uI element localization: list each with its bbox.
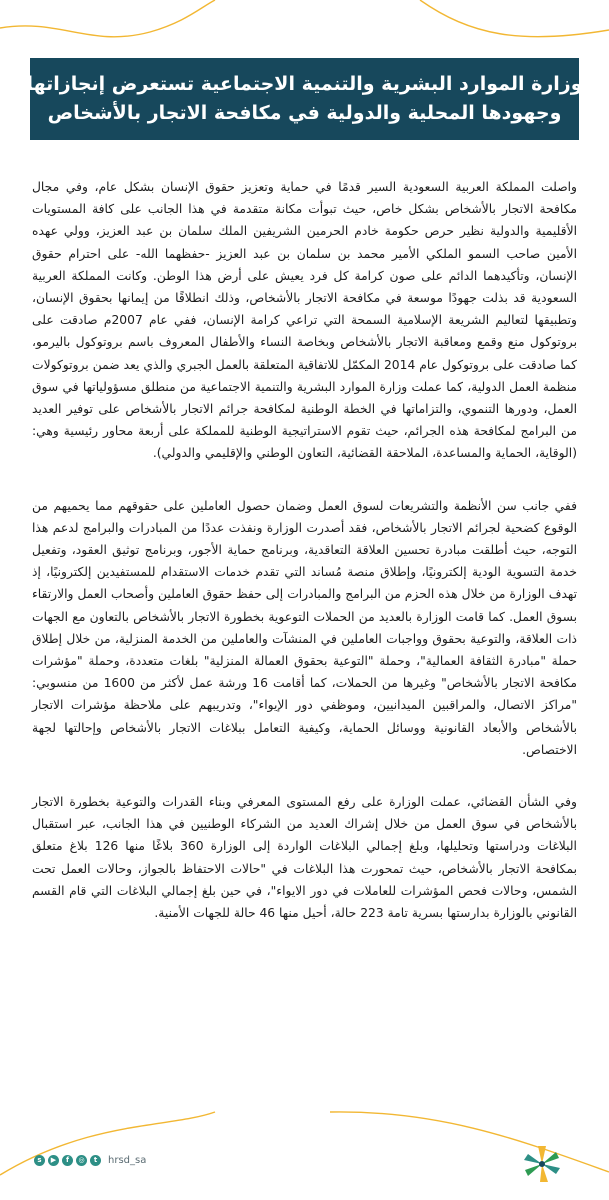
paragraph-1: واصلت المملكة العربية السعودية السير قدمًا في حماية وتعزيز حقوق الإنسان بشكل عام، وفي مجال مكافحة الاتجار بالأشخاص بشكل خاص، حيث تبوأت مكانة متقدمة في هذا الجانب على كافة المستويات الأقليمية والدولية نظير حرص حكومة خادم الحرمين الشريفين الملك سلمان بن عبد العزيز، وولي عهده الأمين صاحب السمو الملكي الأمير محمد بن سلمان بن عبد العزيز -حفظهما الله- على احترام حقوق الإنسان، وتأكيدهما الدائم على صون كرامة كل فرد يعيش على أرض هذا الوطن. وكانت المملكة العربية السعودية قد بذلت جهودًا موسعة في مكافحة الاتجار بالأشخاص، وذلك انطلاقًا من إيمانها بحقوق الإنسان، وتطبيقها لتعاليم الشريعة الإسلامية السمحة التي تراعي كرامة الإنسان، ففي عام 2007م صادقت على بروتوكول منع وقمع ومعاقبة الاتجار بالأشخاص وبخاصة النساء والأطفال المعروف باسم بروتوكول باليرمو، كما صادقت على بروتوكول عام 2014 المكمّل للاتفاقية المتعلقة بالعمل الجبري والذي يعد ضمن بروتوكولات منظمة العمل الدولية، كما عملت وزارة الموارد البشرية والتنمية الاجتماعية من منطلق مسؤولياتها في سوق العمل، ودورها التنموي، والتزاماتها في الخطة الوطنية لمكافحة جرائم الاتجار بالأشخاص على توفير العديد من البرامج لمكافحة هذه الجرائم، حيث تقوم الاستراتيجية الوطنية للمملكة على أربعة محاور رئيسية وهي: (الوقاية، الحماية والمساعدة، الملاحقة القضائية، التعاون الوطني والإقليمي والدولي).: [32, 180, 577, 461]
article-body: [32, 176, 577, 924]
top-right-gold-curve: [420, 0, 609, 37]
top-left-gold-curve: [0, 0, 215, 37]
social-handle[interactable]: hrsd_sa: [108, 1155, 147, 1166]
twitter-icon[interactable]: t: [90, 1155, 101, 1166]
ministry-logo: [517, 1142, 567, 1186]
headline-banner: [26, 58, 583, 140]
paragraph-3: وفي الشأن القضائي، عملت الوزارة على رفع المستوى المعرفي وبناء القدرات والتوعية بخطورة الاتجار بالأشخاص في سوق العمل من خلال إشراك العديد من الشركاء الوطنيين في هذا الجانب، عبر استقبال البلاغات ودراستها وتحليلها، وبلغ إجمالي البلاغات الواردة إلى الوزارة 360 بلاغًا منها 126 بلاغ متعلق بمكافحة الاتجار بالأشخاص، حيث تمحورت هذا البلاغات في "حالات الاحتفاظ بالجواز، وحالات العمل تحت الشمس، وحالات فحص المؤشرات للعاملات في دور الايواء"، في حين بلغ إجمالي البلاغات التي قام القسم القانوني بالوزارة بدارستها بسرية تامة 223 حالة، أحيل منها 46 حالة للجهات الأمنية.: [32, 795, 577, 921]
facebook-icon[interactable]: f: [62, 1155, 73, 1166]
snapchat-icon[interactable]: s: [34, 1155, 45, 1166]
headline-line-1: وزارة الموارد البشرية والتنمية الاجتماعية تستعرض إنجازاتها: [26, 73, 583, 95]
youtube-icon[interactable]: ▶: [48, 1155, 59, 1166]
headline-line-2: وجهودها المحلية والدولية في مكافحة الاتجار بالأشخاص: [47, 102, 562, 124]
instagram-icon[interactable]: ◎: [76, 1155, 87, 1166]
footer: [0, 1140, 609, 1200]
paragraph-2: ففي جانب سن الأنظمة والتشريعات لسوق العمل وضمان حصول العاملين على حقوقهم مما يحميهم من الوقوع كضحية لجرائم الاتجار بالأشخاص، فقد أصدرت الوزارة ونفذت عددًا من المبادرات والبرامج لدعم هذا التوجه، حيث أطلقت مبادرة تحسين العلاقة التعاقدية، وبرنامج حماية الأجور، وبرنامج توثيق العقود، وتفعيل خدمة التسوية الودية إلكترونيًا، وإطلاق منصة مُساند التي تقدم خدمات الاستقدام للمستفيدين إلكترونيًا، إذ تهدف الوزارة من خلال هذه الحزم من البرامج والمبادرات إلى حفظ حقوق العاملين وأصحاب العمل والارتقاء بسوق العمل. كما قامت الوزارة بالعديد من الحملات التوعوية بخطورة الاتجار بالأشخاص بالتعاون مع الجهات ذات العلاقة، والتوعية بحقوق وواجبات العاملين في المنشآت والعاملين من الخدمة المنزلية، من خلال إطلاق حملة "مبادرة الثقافة العمالية"، وحملة "التوعية بحقوق العمالة المنزلية" بلغات متعددة، وحملة "مؤشرات مكافحة الاتجار بالأشخاص" وغيرها من الحملات، كما أقامت 16 ورشة عمل لأكثر من 1600 من منسوبي: "مراكز الاتصال، والمراقبين الميدانيين، وموظفي دور الإيواء"، وتدريبهم على ملاحظة مؤشرات الاتجار بالأشخاص والأبعاد القانونية ووسائل الحماية، وكيفية التعامل ببلاغات الاتجار بالأشخاص وإحالتها لجهة الاختصاص.: [32, 498, 578, 757]
social-handle-group[interactable]: [34, 1155, 146, 1166]
